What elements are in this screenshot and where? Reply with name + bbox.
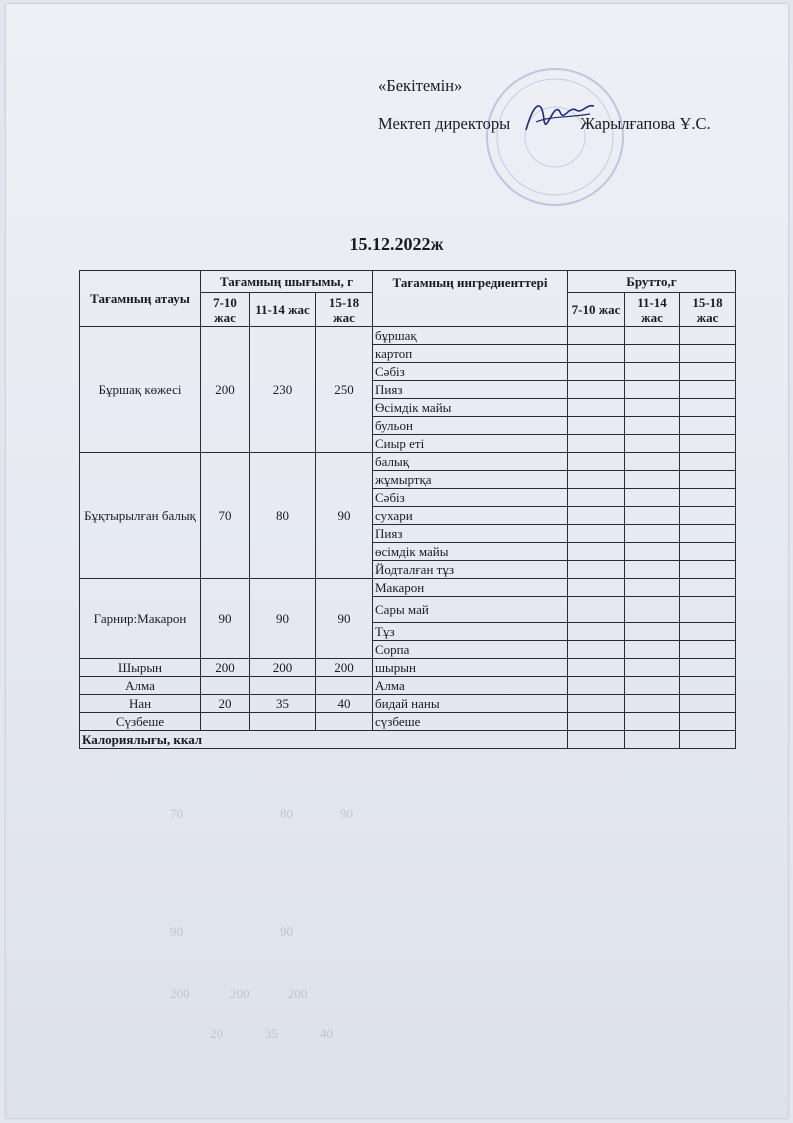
director-label: Мектеп директоры xyxy=(378,114,511,133)
dish-name: Нан xyxy=(80,695,201,713)
brutto-cell xyxy=(568,623,625,641)
brutto-cell xyxy=(568,345,625,363)
brutto-cell xyxy=(568,453,625,471)
dish-output-age-11-14: 200 xyxy=(250,659,316,677)
brutto-cell xyxy=(568,471,625,489)
header-brutto-age-7-10: 7-10 жас xyxy=(568,293,625,327)
brutto-cell xyxy=(568,525,625,543)
ingredient-cell: сухари xyxy=(373,507,568,525)
header-output-age-15-18: 15-18 жас xyxy=(316,293,373,327)
dish-output-age-7-10: 70 xyxy=(201,453,250,579)
brutto-cell xyxy=(625,327,680,345)
header-output-age-7-10: 7-10 жас xyxy=(201,293,250,327)
brutto-cell xyxy=(680,561,736,579)
ingredient-cell: Алма xyxy=(373,677,568,695)
brutto-cell xyxy=(625,453,680,471)
brutto-cell xyxy=(568,327,625,345)
dish-name: Шырын xyxy=(80,659,201,677)
ingredient-cell: балық xyxy=(373,453,568,471)
brutto-cell xyxy=(680,381,736,399)
calories-cell xyxy=(680,731,736,749)
brutto-cell xyxy=(680,597,736,623)
dish-output-age-11-14: 90 xyxy=(250,579,316,659)
header-brutto-age-11-14: 11-14 жас xyxy=(625,293,680,327)
brutto-cell xyxy=(568,695,625,713)
dish-output-age-11-14: 230 xyxy=(250,327,316,453)
brutto-cell xyxy=(568,579,625,597)
brutto-cell xyxy=(568,561,625,579)
brutto-cell xyxy=(680,641,736,659)
dish-name: Алма xyxy=(80,677,201,695)
dish-output-age-15-18: 90 xyxy=(316,453,373,579)
brutto-cell xyxy=(625,363,680,381)
brutto-cell xyxy=(680,695,736,713)
ingredient-cell: шырын xyxy=(373,659,568,677)
ingredient-cell: Сәбіз xyxy=(373,363,568,381)
ingredient-cell: Сары май xyxy=(373,597,568,623)
ingredient-cell: картоп xyxy=(373,345,568,363)
brutto-cell xyxy=(568,399,625,417)
menu-date: 15.12.2022ж xyxy=(349,234,444,254)
calories-label: Калориялығы, ккал xyxy=(80,731,568,749)
brutto-cell xyxy=(568,363,625,381)
brutto-cell xyxy=(568,597,625,623)
brutto-cell xyxy=(625,417,680,435)
brutto-cell xyxy=(625,623,680,641)
brutto-cell xyxy=(680,579,736,597)
dish-name: Сүзбеше xyxy=(80,713,201,731)
brutto-cell xyxy=(680,507,736,525)
brutto-cell xyxy=(680,345,736,363)
ingredient-cell: жұмыртқа xyxy=(373,471,568,489)
brutto-cell xyxy=(625,507,680,525)
brutto-cell xyxy=(625,399,680,417)
brutto-cell xyxy=(625,489,680,507)
brutto-cell xyxy=(568,507,625,525)
ingredient-cell: Сиыр еті xyxy=(373,435,568,453)
director-line xyxy=(378,114,711,134)
ingredient-cell: бұршақ xyxy=(373,327,568,345)
brutto-cell xyxy=(568,489,625,507)
calories-cell xyxy=(568,731,625,749)
dish-output-age-7-10: 90 xyxy=(201,579,250,659)
dish-output-age-15-18 xyxy=(316,677,373,695)
brutto-cell xyxy=(625,695,680,713)
brutto-cell xyxy=(625,561,680,579)
ingredient-cell: Сорпа xyxy=(373,641,568,659)
brutto-cell xyxy=(680,327,736,345)
brutto-cell xyxy=(680,471,736,489)
dish-output-age-7-10 xyxy=(201,713,250,731)
menu-table xyxy=(79,270,736,749)
brutto-cell xyxy=(680,543,736,561)
brutto-cell xyxy=(680,677,736,695)
header-ingredients: Тағамның ингредиенттері xyxy=(373,271,568,327)
dish-name: Бұршақ көжесі xyxy=(80,327,201,453)
dish-output-age-15-18: 200 xyxy=(316,659,373,677)
header-brutto-age-15-18: 15-18 жас xyxy=(680,293,736,327)
dish-output-age-7-10: 200 xyxy=(201,659,250,677)
brutto-cell xyxy=(625,659,680,677)
brutto-cell xyxy=(568,677,625,695)
brutto-cell xyxy=(680,363,736,381)
dish-output-age-11-14 xyxy=(250,677,316,695)
dish-output-age-7-10: 200 xyxy=(201,327,250,453)
brutto-cell xyxy=(568,417,625,435)
ingredient-cell: Тұз xyxy=(373,623,568,641)
brutto-cell xyxy=(680,453,736,471)
director-name: Жарылғапова Ұ.С. xyxy=(580,114,711,133)
brutto-cell xyxy=(625,345,680,363)
brutto-cell xyxy=(568,381,625,399)
brutto-cell xyxy=(680,417,736,435)
brutto-cell xyxy=(568,641,625,659)
header-output-age-11-14: 11-14 жас xyxy=(250,293,316,327)
ingredient-cell: бульон xyxy=(373,417,568,435)
show-through-reverse-side: 70 80 90 90 90 200 200 200 20 35 40 xyxy=(170,806,353,1041)
brutto-cell xyxy=(680,489,736,507)
ingredient-cell: Пияз xyxy=(373,525,568,543)
dish-output-age-15-18: 90 xyxy=(316,579,373,659)
ingredient-cell: өсімдік майы xyxy=(373,543,568,561)
ingredient-cell: Өсімдік майы xyxy=(373,399,568,417)
dish-output-age-15-18 xyxy=(316,713,373,731)
brutto-cell xyxy=(680,659,736,677)
brutto-cell xyxy=(625,677,680,695)
brutto-cell xyxy=(568,543,625,561)
brutto-cell xyxy=(625,471,680,489)
brutto-cell xyxy=(680,435,736,453)
brutto-cell xyxy=(680,713,736,731)
dish-output-age-11-14 xyxy=(250,713,316,731)
brutto-cell xyxy=(680,525,736,543)
dish-output-age-7-10: 20 xyxy=(201,695,250,713)
header-brutto: Брутто,г xyxy=(568,271,736,293)
dish-output-age-15-18: 250 xyxy=(316,327,373,453)
dish-name: Бұқтырылған балық xyxy=(80,453,201,579)
dish-output-age-15-18: 40 xyxy=(316,695,373,713)
approval-heading: «Бекітемін» xyxy=(378,76,463,95)
dish-output-age-7-10 xyxy=(201,677,250,695)
brutto-cell xyxy=(625,713,680,731)
header-dish-name: Тағамның атауы xyxy=(80,271,201,327)
brutto-cell xyxy=(625,525,680,543)
brutto-cell xyxy=(680,399,736,417)
dish-output-age-11-14: 35 xyxy=(250,695,316,713)
dish-output-age-11-14: 80 xyxy=(250,453,316,579)
brutto-cell xyxy=(625,597,680,623)
brutto-cell xyxy=(680,623,736,641)
brutto-cell xyxy=(625,543,680,561)
ingredient-cell: сүзбеше xyxy=(373,713,568,731)
brutto-cell xyxy=(568,659,625,677)
ingredient-cell: Макарон xyxy=(373,579,568,597)
calories-cell xyxy=(625,731,680,749)
brutto-cell xyxy=(568,713,625,731)
brutto-cell xyxy=(625,381,680,399)
ingredient-cell: бидай наны xyxy=(373,695,568,713)
ingredient-cell: Пияз xyxy=(373,381,568,399)
ingredient-cell: Сәбіз xyxy=(373,489,568,507)
header-output: Тағамның шығымы, г xyxy=(201,271,373,293)
dish-name: Гарнир:Макарон xyxy=(80,579,201,659)
brutto-cell xyxy=(625,579,680,597)
ingredient-cell: Йодталған тұз xyxy=(373,561,568,579)
brutto-cell xyxy=(625,435,680,453)
brutto-cell xyxy=(568,435,625,453)
brutto-cell xyxy=(625,641,680,659)
